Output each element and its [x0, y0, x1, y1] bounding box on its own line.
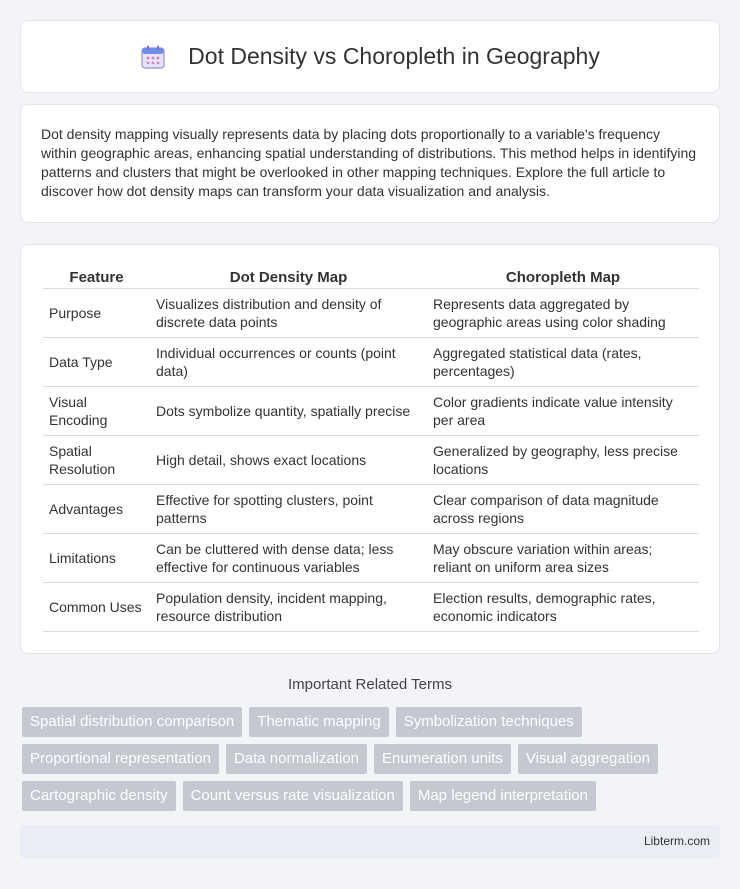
table-row [43, 583, 699, 632]
row-dot-density-cell: Visualizes distribution and density of discrete data points [150, 289, 427, 338]
row-dot-density-cell: Effective for spotting clusters, point patterns [150, 485, 427, 534]
table-row [43, 289, 699, 338]
header-card [20, 20, 720, 93]
table-row [43, 387, 699, 436]
row-choropleth-cell: Aggregated statistical data (rates, percentages) [427, 338, 699, 387]
table-header-row [43, 267, 699, 289]
row-dot-density-cell: Can be cluttered with dense data; less effective for continuous variables [150, 534, 427, 583]
row-choropleth-cell: Represents data aggregated by geographic areas using color shading [427, 289, 699, 338]
column-header-choropleth: Choropleth Map [427, 267, 699, 289]
row-feature-cell: Common Uses [43, 583, 150, 632]
related-term-tag[interactable]: Symbolization techniques [396, 707, 582, 737]
related-term-tag[interactable]: Thematic mapping [249, 707, 388, 737]
calendar-icon [140, 44, 166, 70]
row-choropleth-cell: Clear comparison of data magnitude across regions [427, 485, 699, 534]
comparison-table-card [20, 244, 720, 654]
related-term-tag[interactable]: Visual aggregation [518, 744, 658, 774]
table-row [43, 485, 699, 534]
row-dot-density-cell: Individual occurrences or counts (point data) [150, 338, 427, 387]
related-term-tag[interactable]: Map legend interpretation [410, 781, 596, 811]
row-feature-cell: Limitations [43, 534, 150, 583]
row-choropleth-cell: Color gradients indicate value intensity per area [427, 387, 699, 436]
row-choropleth-cell: May obscure variation within areas; reliant on uniform area sizes [427, 534, 699, 583]
intro-card [20, 104, 720, 223]
column-header-feature: Feature [43, 267, 150, 289]
related-term-tag[interactable]: Spatial distribution comparison [22, 707, 242, 737]
row-choropleth-cell: Generalized by geography, less precise locations [427, 436, 699, 485]
row-feature-cell: Spatial Resolution [43, 436, 150, 485]
row-feature-cell: Purpose [43, 289, 150, 338]
footer-site-link[interactable]: Libterm.com [643, 834, 710, 848]
related-term-tag[interactable]: Enumeration units [374, 744, 511, 774]
row-dot-density-cell: Dots symbolize quantity, spatially precise [150, 387, 427, 436]
table-row [43, 534, 699, 583]
comparison-table [43, 267, 699, 632]
page-title: Dot Density vs Choropleth in Geography [188, 43, 600, 69]
related-term-tag[interactable]: Data normalization [226, 744, 367, 774]
related-term-tag[interactable]: Count versus rate visualization [183, 781, 403, 811]
row-choropleth-cell: Election results, demographic rates, economic indicators [427, 583, 699, 632]
related-terms-list [22, 707, 712, 811]
row-feature-cell: Visual Encoding [43, 387, 150, 436]
column-header-dot-density: Dot Density Map [150, 267, 427, 289]
related-term-tag[interactable]: Proportional representation [22, 744, 219, 774]
footer [20, 825, 720, 858]
table-row [43, 338, 699, 387]
row-dot-density-cell: Population density, incident mapping, resource distribution [150, 583, 427, 632]
table-row [43, 436, 699, 485]
intro-text: Dot density mapping visually represents data by placing dots proportionally to a variable's frequency within geographic areas, enhancing spatial understanding of distributions. This method helps in identifying patterns and clusters that might be overlooked in other mapping techniques. Explore the full article to discover how dot density maps can transform your data visualization and analysis. [41, 126, 697, 199]
related-terms-title: Important Related Terms [288, 676, 452, 693]
row-feature-cell: Advantages [43, 485, 150, 534]
row-dot-density-cell: High detail, shows exact locations [150, 436, 427, 485]
related-term-tag[interactable]: Cartographic density [22, 781, 176, 811]
row-feature-cell: Data Type [43, 338, 150, 387]
